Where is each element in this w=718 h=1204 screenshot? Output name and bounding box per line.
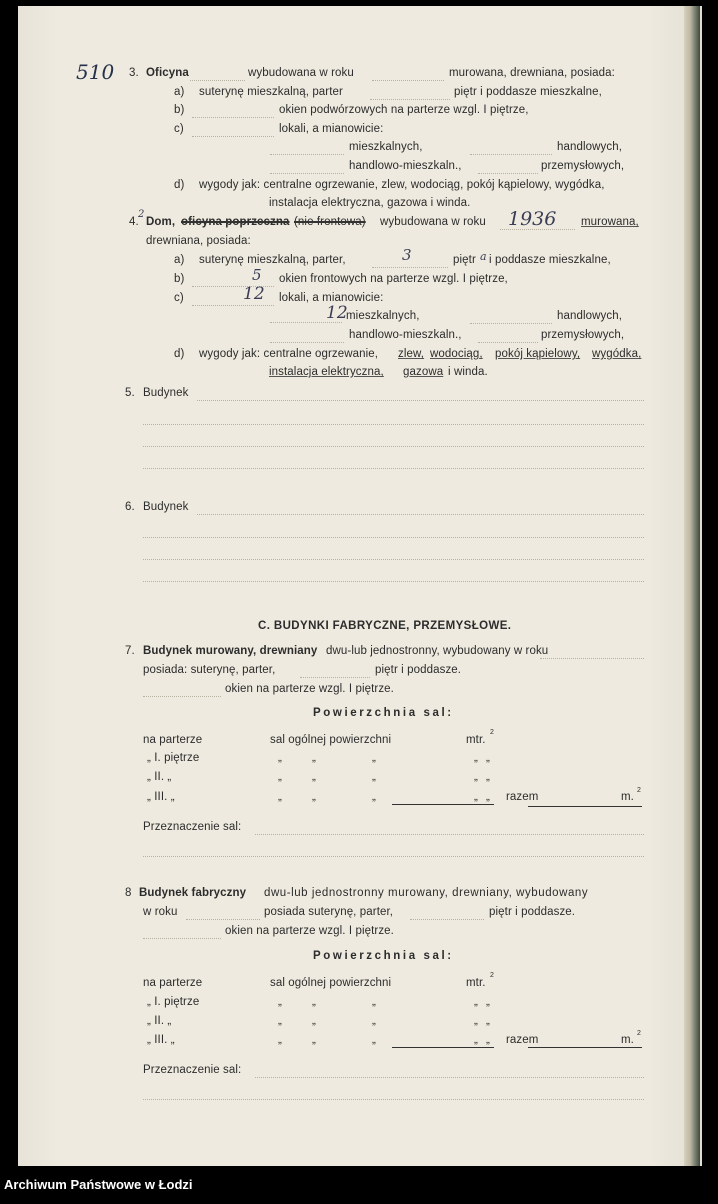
- s7-q-ii-5: „: [486, 771, 490, 783]
- s4-l1b: murowana,: [581, 216, 639, 228]
- s7-sum-line: [392, 804, 494, 805]
- s4-l1: wybudowana w roku: [380, 216, 486, 228]
- s7-q-iii-3: „: [372, 791, 376, 803]
- s7-q-i-2: „: [312, 752, 316, 764]
- section-c-heading: C. BUDYNKI FABRYCZNE, PRZEMYSŁOWE.: [258, 620, 512, 632]
- s4-a-text: suterynę mieszkalną, parter,: [199, 254, 346, 266]
- s7-row-iii: „ III. „: [147, 791, 175, 803]
- s4-year: 1936: [508, 208, 557, 230]
- s3-a-dots: [370, 99, 450, 100]
- s5-line-4: [143, 468, 644, 469]
- s8-l3-dots: [143, 938, 221, 939]
- s7-q-ii-2: „: [312, 771, 316, 783]
- s5-num: 5.: [125, 387, 135, 399]
- s7-q-iii-1: „: [278, 791, 282, 803]
- s7-q-iii-5: „: [486, 791, 490, 803]
- s7-q-ii-1: „: [278, 771, 282, 783]
- s7-sup2-a: 2: [490, 729, 494, 736]
- s3-b-label: b): [174, 104, 185, 116]
- s4-a-text3: i poddasze mieszkalne,: [489, 254, 611, 266]
- s3-mieszk-dots: [270, 154, 344, 155]
- s7-q-i-4: „: [474, 752, 478, 764]
- s7-l2-dots: [300, 677, 370, 678]
- s7-przezn-line-1: [255, 834, 644, 835]
- s8-q-ii-1: „: [278, 1015, 282, 1027]
- s3-d-text: wygody jak: centralne ogrzewanie, zlew, wodociąg, pokój kąpielowy, wygódka,: [199, 179, 605, 191]
- s4-title-struck: oficyna poprzeczna: [181, 216, 290, 228]
- s4-a-text2: piętr: [453, 254, 476, 266]
- s4-hm-dots: [270, 342, 344, 343]
- s4-d-winda: i winda.: [448, 366, 488, 378]
- s4-d-pokoj: pokój kąpielowy,: [495, 348, 581, 360]
- s4-c-handl: handlowych,: [557, 310, 623, 322]
- s8-q-ii-5: „: [486, 1015, 490, 1027]
- s7-num: 7.: [125, 645, 135, 657]
- s8-sup2-a: 2: [490, 972, 494, 979]
- s8-row-ii: „ II. „: [147, 1015, 172, 1027]
- s8-row-mtr: mtr.: [466, 977, 486, 989]
- s5-line-3: [143, 446, 644, 447]
- s7-razem: razem: [506, 791, 539, 803]
- s4-title-dom: Dom,: [146, 216, 176, 228]
- s8-przezn: Przeznaczenie sal:: [143, 1064, 242, 1076]
- s3-b-text: okien podwórzowych na parterze wzgl. I piętrze,: [279, 104, 529, 116]
- s5-label: Budynek: [143, 387, 189, 399]
- s8-l1: dwu-lub jednostronny murowany, drewniany, wybudowany: [264, 887, 589, 899]
- s3-c-dots: [192, 136, 274, 137]
- s8-pow: Powierzchnia sal:: [313, 950, 454, 962]
- s8-q-iii-3: „: [372, 1034, 376, 1046]
- s4-year-dots: [500, 229, 575, 230]
- s8-row-iii: „ III. „: [147, 1034, 175, 1046]
- s4-d-text: wygody jak: centralne ogrzewanie,: [199, 348, 379, 360]
- s8-q-i-5: „: [486, 996, 490, 1008]
- s8-sum-line: [392, 1047, 494, 1048]
- s8-row-parter: na parterze: [143, 977, 203, 989]
- s7-title: Budynek murowany, drewniany: [143, 645, 318, 657]
- s7-row-i: „ I. piętrze: [147, 752, 200, 764]
- s4-d-label: d): [174, 348, 185, 360]
- s8-przezn-line-2: [143, 1099, 644, 1100]
- s8-q-i-4: „: [474, 996, 478, 1008]
- s4-c-text: lokali, a mianowicie:: [279, 292, 384, 304]
- binding-spine: [684, 6, 700, 1166]
- s5-line-1: [197, 400, 644, 401]
- s4-a-hand2: a: [480, 250, 487, 263]
- s3-title: Oficyna: [146, 67, 189, 79]
- s4-b-label: b): [174, 273, 185, 285]
- s7-year-dots: [540, 658, 644, 659]
- s6-label: Budynek: [143, 501, 189, 513]
- s7-row-parter: na parterze: [143, 734, 203, 746]
- s3-c-hm: handlowo-mieszkaln.,: [349, 160, 462, 172]
- s7-q-i-5: „: [486, 752, 490, 764]
- s8-sup2-b: 2: [637, 1030, 641, 1037]
- s8-l2a: w roku: [143, 906, 178, 918]
- s3-c-mieszk: mieszkalnych,: [349, 141, 423, 153]
- s6-num: 6.: [125, 501, 135, 513]
- s3-a-text: suterynę mieszkalną, parter: [199, 86, 343, 98]
- s4-mieszk-dots: [270, 322, 342, 323]
- s4-a-label: a): [174, 254, 185, 266]
- s8-razem: razem: [506, 1034, 539, 1046]
- s8-m2: m.: [621, 1034, 634, 1046]
- s3-przem-dots: [478, 173, 538, 174]
- s3-c-przem: przemysłowych,: [541, 160, 625, 172]
- page-number-handwritten: 510: [76, 60, 115, 84]
- s8-l3: okien na parterze wzgl. I piętrze.: [225, 925, 394, 937]
- s3-a-label: a): [174, 86, 185, 98]
- s7-razem-line: [528, 804, 642, 807]
- s4-l2: drewniana, posiada:: [146, 235, 251, 247]
- s3-l1b: murowana, drewniana, posiada:: [449, 67, 615, 79]
- s3-a-text2: piętr i poddasze mieszkalne,: [454, 86, 602, 98]
- s8-q-iii-5: „: [486, 1034, 490, 1046]
- s4-c-hm: handlowo-mieszkaln.,: [349, 329, 462, 341]
- s8-q-i-3: „: [372, 996, 376, 1008]
- archive-caption: Archiwum Państwowe w Łodzi: [4, 1177, 193, 1192]
- s7-q-iii-4: „: [474, 791, 478, 803]
- s4-d-zlew: zlew,: [398, 348, 425, 360]
- s3-dots: [190, 80, 245, 81]
- s7-q-i-3: „: [372, 752, 376, 764]
- s8-q-iii-4: „: [474, 1034, 478, 1046]
- s3-c-label: c): [174, 123, 184, 135]
- s7-q-ii-3: „: [372, 771, 376, 783]
- s4-hand-num: 2: [138, 209, 145, 220]
- s8-q-ii-4: „: [474, 1015, 478, 1027]
- s4-num: 4.: [129, 216, 139, 228]
- s3-l1: wybudowana w roku: [248, 67, 354, 79]
- s7-l2b: piętr i poddasze.: [375, 664, 462, 676]
- s4-d-gaz: gazowa: [403, 366, 444, 378]
- s7-sup2-b: 2: [637, 787, 641, 794]
- s4-handl-dots: [470, 323, 552, 324]
- s8-year-dots: [186, 919, 260, 920]
- s4-b-text: okien frontowych na parterze wzgl. I piętrze,: [279, 273, 508, 285]
- s4-c-hand2: 12: [326, 303, 348, 323]
- s8-num: 8: [125, 887, 132, 899]
- s7-przezn-line-2: [143, 856, 644, 857]
- s3-c-text: lokali, a mianowicie:: [279, 123, 384, 135]
- s3-d-label: d): [174, 179, 185, 191]
- s3-handl-dots: [470, 154, 552, 155]
- s8-row-sal: sal ogólnej powierzchni: [270, 977, 392, 989]
- s4-d-wod: wodociąg,: [430, 348, 483, 360]
- s7-q-ii-4: „: [474, 771, 478, 783]
- s8-l2b: posiada suterynę, parter,: [264, 906, 394, 918]
- s8-l2c: piętr i poddasze.: [489, 906, 576, 918]
- s6-line-3: [143, 559, 644, 560]
- s7-row-sal: sal ogólnej powierzchni: [270, 734, 392, 746]
- s8-q-i-1: „: [278, 996, 282, 1008]
- s4-d-inst: instalacja elektryczna,: [269, 366, 384, 378]
- s4-przem-dots: [478, 342, 538, 343]
- s4-a-hand: 3: [402, 246, 412, 264]
- s8-razem-line: [528, 1047, 642, 1048]
- s6-line-2: [143, 537, 644, 538]
- s5-line-2: [143, 424, 644, 425]
- s3-year-dots: [372, 80, 444, 81]
- s3-b-dots: [192, 117, 274, 118]
- s4-d-wyg: wygódka,: [592, 348, 642, 360]
- s3-c-handl: handlowych,: [557, 141, 623, 153]
- s8-przezn-line-1: [255, 1077, 644, 1078]
- s4-c-mieszk: mieszkalnych,: [346, 310, 420, 322]
- s8-q-iii-2: „: [312, 1034, 316, 1046]
- s6-line-1: [197, 514, 644, 515]
- s3-hm-dots: [270, 173, 344, 174]
- s3-num: 3.: [129, 67, 139, 79]
- s7-row-mtr: mtr.: [466, 734, 486, 746]
- s7-q-i-1: „: [278, 752, 282, 764]
- s7-m2: m.: [621, 791, 634, 803]
- s6-line-4: [143, 581, 644, 582]
- s7-przezn: Przeznaczenie sal:: [143, 821, 242, 833]
- s4-c-dots: [192, 305, 274, 306]
- s7-l3: okien na parterze wzgl. I piętrze.: [225, 683, 394, 695]
- s7-pow: Powierzchnia sal:: [313, 707, 454, 719]
- s8-q-ii-3: „: [372, 1015, 376, 1027]
- s8-l2-dots: [410, 919, 484, 920]
- s4-c-przem: przemysłowych,: [541, 329, 625, 341]
- s7-row-ii: „ II. „: [147, 771, 172, 783]
- s4-a-dots: [372, 267, 448, 268]
- s8-title: Budynek fabryczny: [139, 887, 247, 899]
- s8-q-ii-2: „: [312, 1015, 316, 1027]
- s7-l2: posiada: suterynę, parter,: [143, 664, 276, 676]
- s8-q-iii-1: „: [278, 1034, 282, 1046]
- s7-l1: dwu-lub jednostronny, wybudowany w roku: [326, 645, 549, 657]
- s7-q-iii-2: „: [312, 791, 316, 803]
- s8-q-i-2: „: [312, 996, 316, 1008]
- s4-title-paren: (nie frontowa): [294, 216, 366, 228]
- s7-l3-dots: [143, 696, 221, 697]
- s4-c-hand: 12: [243, 284, 265, 304]
- s4-b-hand: 5: [252, 266, 262, 284]
- s8-row-i: „ I. piętrze: [147, 996, 200, 1008]
- s3-d-text2: instalacja elektryczna, gazowa i winda.: [269, 197, 471, 209]
- s4-c-label: c): [174, 292, 184, 304]
